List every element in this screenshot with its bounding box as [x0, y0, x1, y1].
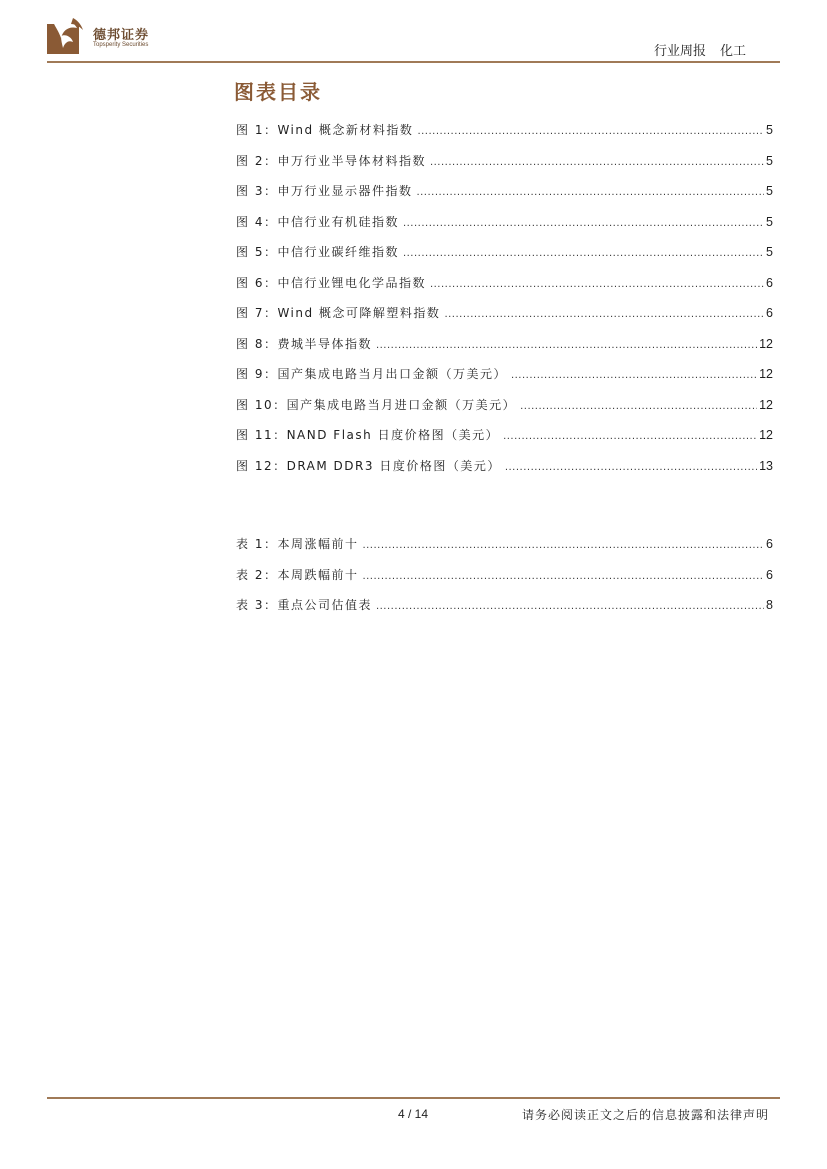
- page-title: 图表目录: [234, 80, 322, 104]
- toc-item-label: 图 6：中信行业锂电化学品指数: [236, 275, 426, 290]
- toc-item-label: 图 12：DRAM DDR3 日度价格图（美元）: [236, 458, 501, 473]
- toc-item-label: 表 1：本周涨幅前十: [236, 537, 359, 551]
- toc-item-label: 图 8：费城半导体指数: [236, 336, 372, 351]
- toc-dot-leader: [520, 401, 757, 412]
- toc-item-label: 表 3：重点公司估值表: [236, 598, 372, 612]
- toc-figure-item[interactable]: [236, 243, 773, 274]
- toc-item-page: 5: [766, 123, 773, 137]
- toc-item-label: 图 9：国产集成电路当月出口金额（万美元）: [236, 367, 507, 381]
- toc-dot-leader: [511, 370, 757, 381]
- toc-dot-leader: [505, 462, 757, 473]
- toc-item-page: 6: [766, 567, 773, 582]
- toc-item-label: 图 7：Wind 概念可降解塑料指数: [236, 306, 441, 320]
- toc-figure-item[interactable]: [236, 396, 773, 427]
- toc-figure-item[interactable]: [236, 182, 773, 213]
- company-logo: [47, 16, 167, 58]
- toc-item-page: 13: [759, 458, 773, 473]
- toc-dot-leader: [376, 601, 764, 612]
- report-type: 行业周报: [653, 44, 706, 59]
- header-report-info: [654, 40, 746, 59]
- toc-item-page: 5: [766, 153, 773, 168]
- logo-company-name-en: Topsperity Securities: [93, 42, 149, 48]
- toc-item-page: 5: [766, 184, 773, 198]
- toc-dot-leader: [503, 431, 757, 442]
- industry-name: 化工: [719, 44, 746, 59]
- toc-item-page: 5: [766, 245, 773, 259]
- toc-figure-item[interactable]: [236, 274, 773, 305]
- toc-figure-item[interactable]: [236, 365, 773, 396]
- footer-divider: [47, 1097, 780, 1099]
- toc-item-label: 图 11：NAND Flash 日度价格图（美元）: [236, 428, 500, 442]
- toc-dot-leader: [444, 309, 764, 320]
- toc-item-page: 6: [766, 275, 773, 290]
- company-logo-mark-icon: [47, 16, 87, 56]
- toc-item-page: 5: [766, 214, 773, 229]
- legal-disclaimer: 请务必阅读正文之后的信息披露和法律声明: [521, 1108, 769, 1122]
- toc-item-page: 12: [759, 428, 773, 442]
- toc-item-label: 表 2：本周跌幅前十: [236, 567, 359, 582]
- toc-dot-leader: [416, 187, 764, 198]
- toc-dot-leader: [403, 218, 764, 229]
- page-number: 4 / 14: [398, 1107, 429, 1121]
- toc-dot-leader: [417, 126, 764, 137]
- toc-item-label: 图 4：中信行业有机硅指数: [236, 214, 399, 229]
- toc-figure-item[interactable]: [236, 121, 773, 152]
- toc-item-page: 6: [766, 537, 773, 551]
- toc-figure-item[interactable]: [236, 335, 773, 366]
- figure-index-list: [236, 121, 773, 487]
- toc-item-label: 图 2：申万行业半导体材料指数: [236, 153, 426, 168]
- toc-item-page: 8: [766, 598, 773, 612]
- toc-dot-leader: [430, 157, 764, 168]
- toc-dot-leader: [403, 248, 764, 259]
- toc-table-item[interactable]: [236, 566, 773, 597]
- toc-item-page: 12: [759, 397, 773, 412]
- toc-table-item[interactable]: [236, 535, 773, 566]
- toc-item-page: 12: [759, 367, 773, 381]
- toc-figure-item[interactable]: [236, 457, 773, 488]
- toc-dot-leader: [362, 540, 764, 551]
- toc-dot-leader: [430, 279, 764, 290]
- toc-figure-item[interactable]: [236, 304, 773, 335]
- toc-item-page: 12: [759, 336, 773, 351]
- toc-figure-item[interactable]: [236, 152, 773, 183]
- toc-item-label: 图 10：国产集成电路当月进口金额（万美元）: [236, 397, 517, 412]
- header-divider: [47, 61, 780, 63]
- table-index-list: [236, 535, 773, 627]
- toc-item-label: 图 5：中信行业碳纤维指数: [236, 245, 399, 259]
- toc-item-page: 6: [766, 306, 773, 320]
- toc-figure-item[interactable]: [236, 213, 773, 244]
- toc-dot-leader: [376, 340, 757, 351]
- toc-item-label: 图 1：Wind 概念新材料指数: [236, 123, 414, 137]
- toc-figure-item[interactable]: [236, 426, 773, 457]
- logo-company-name-cn: 德邦证券: [93, 28, 150, 43]
- toc-dot-leader: [362, 571, 764, 582]
- toc-table-item[interactable]: [236, 596, 773, 627]
- toc-item-label: 图 3：申万行业显示器件指数: [236, 184, 413, 198]
